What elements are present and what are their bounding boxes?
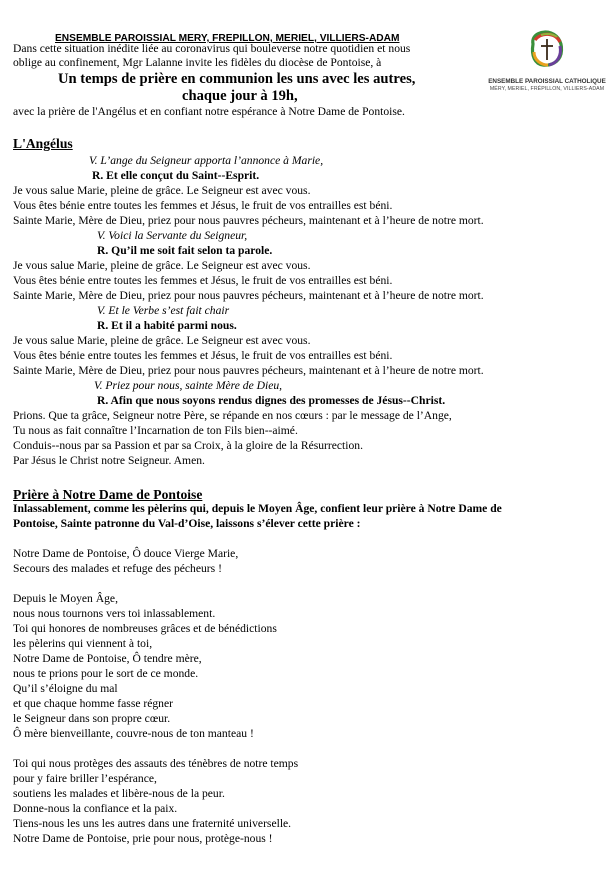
prayer-line: Toi qui nous protèges des assauts des ténèbres de notre temps [13,757,299,770]
logo-subtitle: MÉRY, MERIEL, FRÉPILLON, VILLIERS-ADAM [489,86,605,92]
angelus-line: Conduis--nous par sa Passion et par sa Croix, à la gloire de la Résurrection. [13,439,363,452]
angelus-line: V. Priez pour nous, sainte Mère de Dieu, [94,379,283,392]
angelus-line: V. Voici la Servante du Seigneur, [97,229,248,242]
angelus-line: Sainte Marie, Mère de Dieu, priez pour nous pauvres pécheurs, maintenant et à l’heure de notre mort. [13,289,484,302]
angelus-line: Je vous salue Marie, pleine de grâce. Le Seigneur est avec vous. [13,184,311,197]
logo-name: ENSEMBLE PAROISSIAL CATHOLIQUE [488,78,606,85]
angelus-line: V. L’ange du Seigneur apporta l’annonce à Marie, [89,154,324,167]
angelus-line: V. Et le Verbe s’est fait chair [97,304,230,317]
pontoise-title: Prière à Notre Dame de Pontoise [13,487,203,502]
angelus-line: Prions. Que ta grâce, Seigneur notre Père, se répande en nos cœurs : par le message de l’Ange, [13,409,452,422]
intro-line-2: oblige au confinement, Mgr Lalanne invite les fidèles du diocèse de Pontoise, à [13,56,382,69]
angelus-line: Sainte Marie, Mère de Dieu, priez pour nous pauvres pécheurs, maintenant et à l’heure de notre mort. [13,364,484,377]
prayer-line: Ô mère bienveillante, couvre-nous de ton manteau ! [13,727,254,740]
prayer-line: nous te prions pour le sort de ce monde. [13,667,199,680]
angelus-line: Vous êtes bénie entre toutes les femmes et Jésus, le fruit de vos entrailles est béni. [13,349,393,362]
angelus-line: Je vous salue Marie, pleine de grâce. Le Seigneur est avec vous. [13,259,311,272]
headline-1: Un temps de prière en communion les uns avec les autres, [58,71,416,87]
prayer-line: Secours des malades et refuge des pécheurs ! [13,562,222,575]
angelus-line: Vous êtes bénie entre toutes les femmes et Jésus, le fruit de vos entrailles est béni. [13,274,393,287]
intro-line-3: avec la prière de l'Angélus et en confiant notre espérance à Notre Dame de Pontoise. [13,105,405,118]
prayer-line: Notre Dame de Pontoise, Ô tendre mère, [13,652,202,665]
prayer-line: Depuis le Moyen Âge, [13,592,118,605]
angelus-line: R. Et elle conçut du Saint--Esprit. [92,169,260,182]
prayer-line: Qu’il s’éloigne du mal [13,682,118,695]
angelus-line: Vous êtes bénie entre toutes les femmes et Jésus, le fruit de vos entrailles est béni. [13,199,393,212]
intro-line-1: Dans cette situation inédite liée au coronavirus qui bouleverse notre quotidien et nous [13,42,411,55]
angelus-line: R. Et il a habité parmi nous. [97,319,237,332]
prayer-line: Toi qui honores de nombreuses grâces et de bénédictions [13,622,277,635]
prayer-line: les pèlerins qui viennent à toi, [13,637,153,650]
prayer-line: soutiens les malades et libère-nous de la peur. [13,787,225,800]
prayer-line: Notre Dame de Pontoise, Ô douce Vierge Marie, [13,547,239,560]
angelus-line: Tu nous as fait connaître l’Incarnation de ton Fils bien--aimé. [13,424,298,437]
angelus-line: Sainte Marie, Mère de Dieu, priez pour nous pauvres pécheurs, maintenant et à l’heure de notre mort. [13,214,484,227]
headline-2: chaque jour à 19h, [182,88,298,104]
prayer-line: et que chaque homme fasse régner [13,697,173,710]
prayer-line: nous nous tournons vers toi inlassablement. [13,607,216,620]
prayer-line: pour y faire briller l’espérance, [13,772,157,785]
angelus-line: R. Afin que nous soyons rendus dignes des promesses de Jésus--Christ. [97,394,446,407]
parish-header: ENSEMBLE PAROISSIAL MERY, FREPILLON, MERIEL, VILLIERS-ADAM [55,33,400,44]
prayer-line: Tiens-nous les uns les autres dans une fraternité universelle. [13,817,292,830]
angelus-title: L'Angélus [13,136,73,151]
angelus-line: Par Jésus le Christ notre Seigneur. Amen. [13,454,205,467]
pontoise-intro-1: Inlassablement, comme les pèlerins qui, depuis le Moyen Âge, confient leur prière à Notre Dame de [13,502,502,515]
prayer-line: Notre Dame de Pontoise, prie pour nous, protège-nous ! [13,832,273,845]
prayer-line: Donne-nous la confiance et la paix. [13,802,178,815]
angelus-line: Je vous salue Marie, pleine de grâce. Le Seigneur est avec vous. [13,334,311,347]
prayer-line: le Seigneur dans son propre cœur. [13,712,171,725]
angelus-line: R. Qu’il me soit fait selon ta parole. [97,244,273,257]
pontoise-intro-2: Pontoise, Sainte patronne du Val-d’Oise, laissons s’élever cette prière : [13,517,361,530]
